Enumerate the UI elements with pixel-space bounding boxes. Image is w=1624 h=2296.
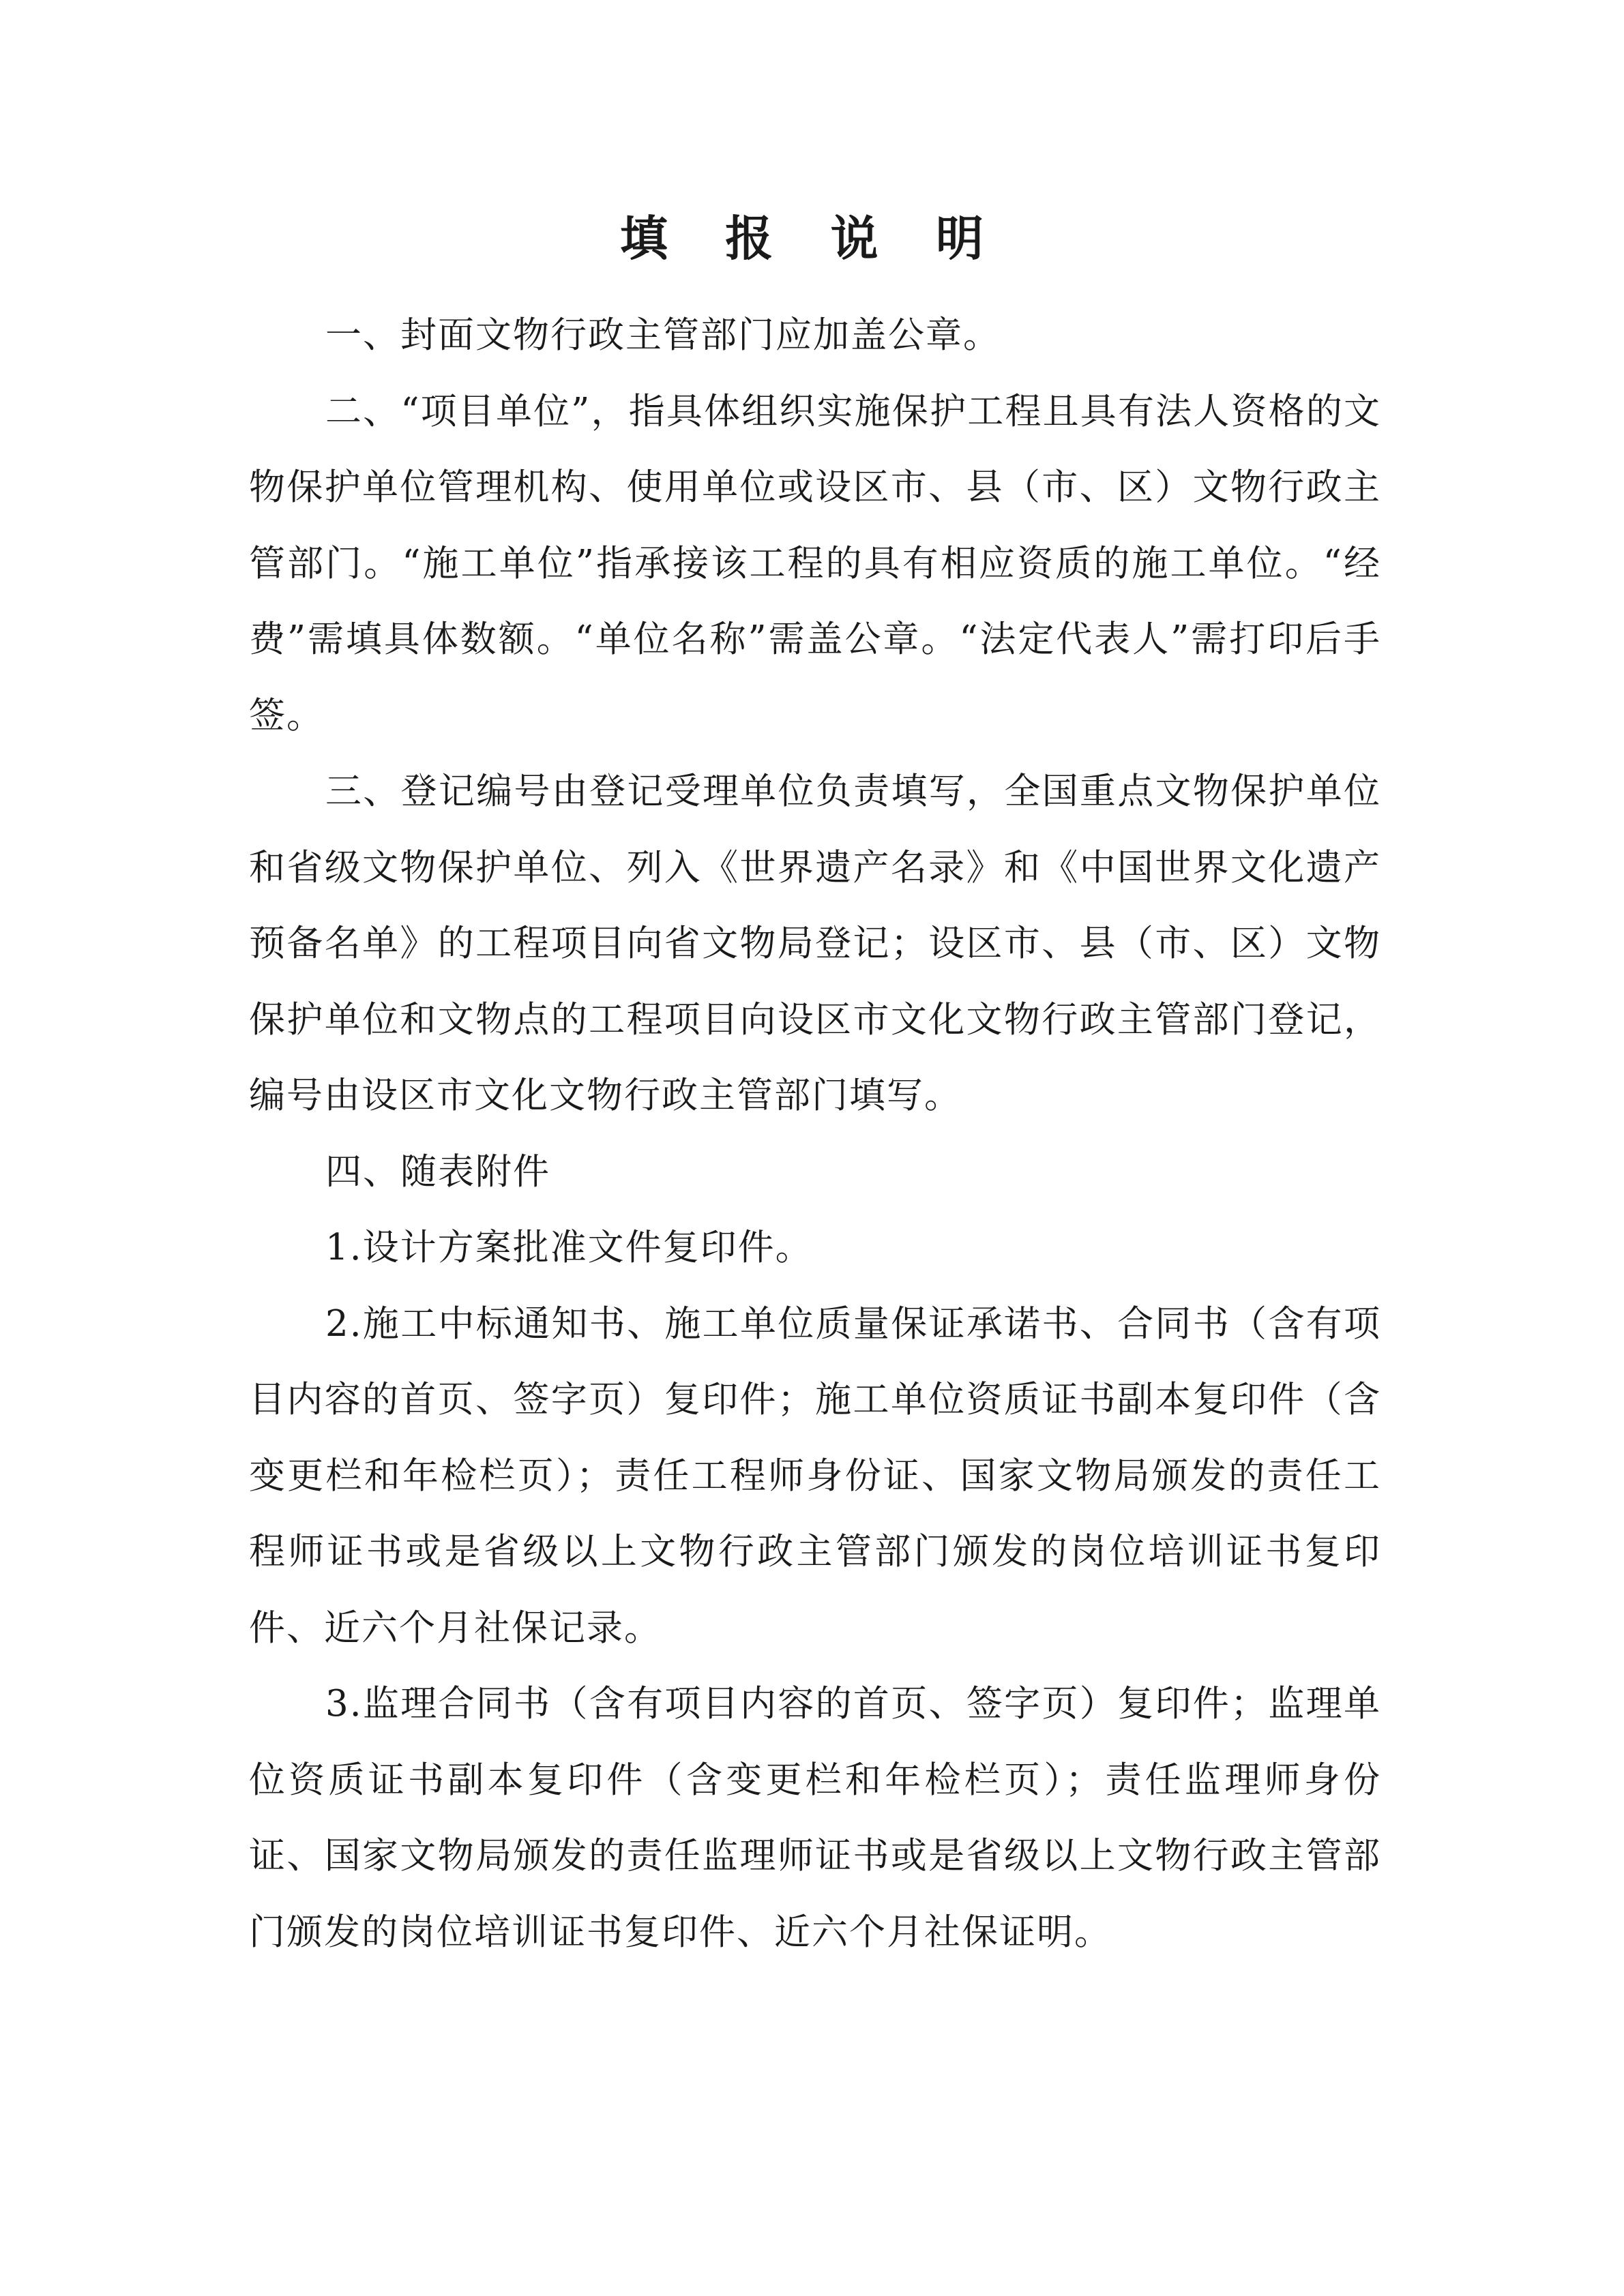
paragraph-attachment-2: 2.施工中标通知书、施工单位质量保证承诺书、合同书（含有项目内容的首页、签字页）复印件；施工单位资质证书副本复印件（含变更栏和年检栏页）；责任工程师身份证、国家文物局颁发的责任工程师证书或是省级以上文物行政主管部门颁发的岗位培训证书复印件、近六个月社保记录。 [249, 1302, 1381, 1649]
paragraph-cover-seal: 一、封面文物行政主管部门应加盖公章。 [325, 314, 1001, 356]
paragraph-attachment-3: 3.监理合同书（含有项目内容的首页、签字页）复印件；监理单位资质证书副本复印件（含变更栏和年检栏页）；责任监理师身份证、国家文物局颁发的责任监理师证书或是省级以上文物行政主管部门颁发的岗位培训证书复印件、近六个月社保证明。 [249, 1683, 1381, 1953]
paragraph-attachment-1: 1.设计方案批准文件复印件。 [325, 1227, 813, 1268]
paragraph-project-unit: 二、“项目单位”，指具体组织实施保护工程且具有法人资格的文物保护单位管理机构、使用单位或设区市、县（市、区）文物行政主管部门。“施工单位”指承接该工程的具有相应资质的施工单位。“经费”需填具体数额。“单位名称”需盖公章。“法定代表人”需打印后手签。 [249, 390, 1381, 736]
page-title: 填 报 说 明 [619, 210, 1005, 267]
paragraph-registration-number: 三、登记编号由登记受理单位负责填写，全国重点文物保护单位和省级文物保护单位、列入《世界遗产名录》和《中国世界文化遗产预备名单》的工程项目向省文物局登记；设区市、县（市、区）文物保护单位和文物点的工程项目向设区市文化文物行政主管部门登记，编号由设区市文化文物行政主管部门填写。 [249, 771, 1381, 1116]
document-body [249, 297, 1381, 1970]
paragraph-attachments-heading: 四、随表附件 [325, 1150, 550, 1193]
